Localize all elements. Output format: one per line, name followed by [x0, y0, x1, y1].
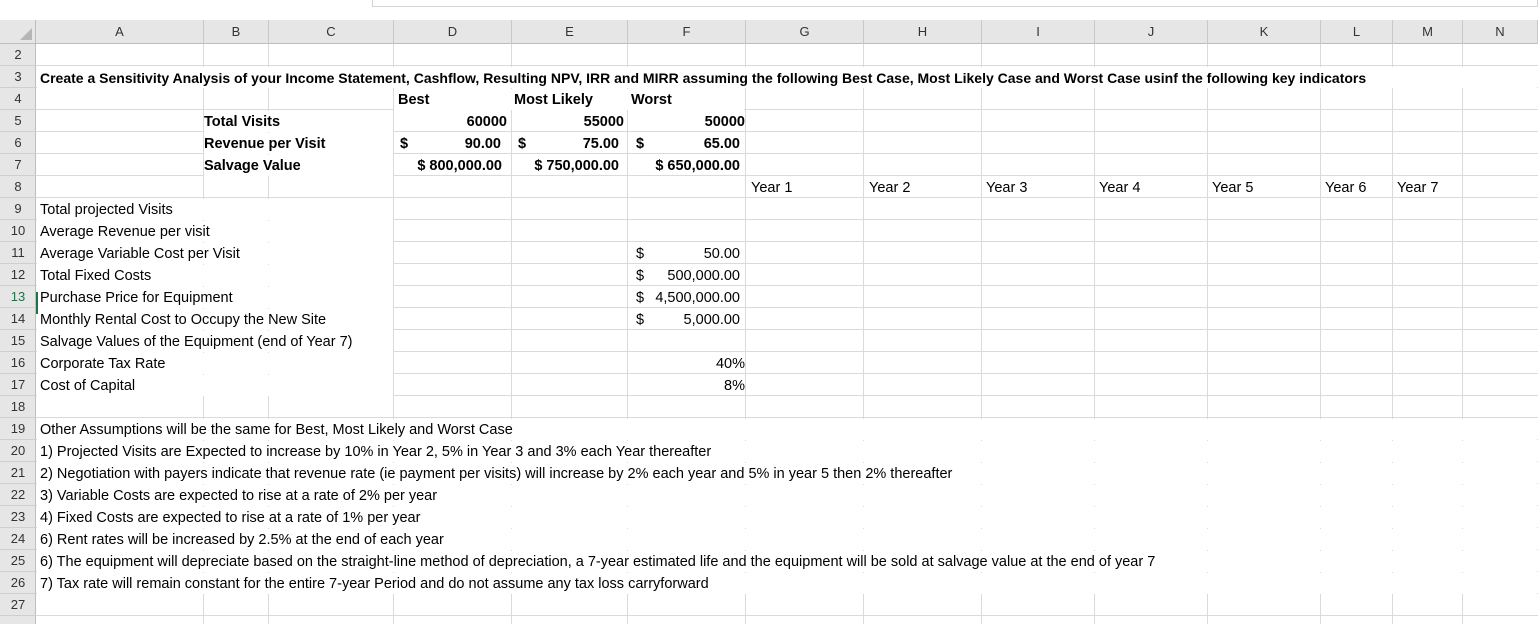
row-header[interactable]: 16 — [0, 352, 36, 374]
column-header-f[interactable]: F — [628, 20, 746, 44]
formula-bar[interactable] — [372, 0, 1538, 7]
year-header[interactable]: Year 6 — [1325, 180, 1367, 196]
revenue-most-likely-currency[interactable]: $ — [518, 136, 527, 152]
item-label[interactable]: Salvage Values of the Equipment (end of Year 7) — [40, 334, 353, 350]
item-currency: $ — [636, 312, 645, 328]
column-header-n[interactable]: N — [1463, 20, 1538, 44]
label-salvage-value[interactable]: Salvage Value — [204, 158, 301, 174]
item-currency: $ — [636, 246, 645, 262]
cost-of-capital-value[interactable]: 8% — [724, 378, 745, 394]
column-header-b[interactable]: B — [204, 20, 269, 44]
sheet-title[interactable]: Create a Sensitivity Analysis of your Income Statement, Cashflow, Resulting NPV, IRR and MIRR assuming the following Best Case, Most Likely Case and Worst Case usinf the following key indicators — [40, 70, 1367, 86]
row-header[interactable]: 6 — [0, 132, 36, 154]
column-header-a[interactable]: A — [36, 20, 204, 44]
item-label[interactable]: Monthly Rental Cost to Occupy the New Site — [40, 312, 327, 328]
row-header-bar — [0, 44, 36, 624]
row-header[interactable]: 8 — [0, 176, 36, 198]
item-value[interactable]: 4,500,000.00 — [655, 290, 740, 306]
column-header-m[interactable]: M — [1393, 20, 1463, 44]
salvage-most-likely[interactable]: $ 750,000.00 — [534, 158, 619, 174]
year-header[interactable]: Year 5 — [1212, 180, 1254, 196]
item-currency: $ — [636, 290, 645, 306]
visits-best[interactable]: 60000 — [466, 114, 507, 130]
column-header-i[interactable]: I — [982, 20, 1095, 44]
formula-bar-strip — [0, 0, 1538, 20]
row-header[interactable]: 2 — [0, 44, 36, 66]
row-header[interactable]: 26 — [0, 572, 36, 594]
column-header-c[interactable]: C — [269, 20, 394, 44]
row-header[interactable]: 20 — [0, 440, 36, 462]
active-cell-indicator — [36, 292, 38, 314]
column-header-g[interactable]: G — [746, 20, 864, 44]
row-header[interactable]: 25 — [0, 550, 36, 572]
row-header[interactable]: 23 — [0, 506, 36, 528]
label-total-visits[interactable]: Total Visits — [204, 114, 281, 130]
assumption-text[interactable]: 4) Fixed Costs are expected to rise at a rate of 1% per year — [40, 510, 421, 526]
header-most-likely[interactable]: Most Likely — [514, 92, 593, 108]
row-header[interactable]: 4 — [0, 88, 36, 110]
assumption-text[interactable]: 1) Projected Visits are Expected to increase by 10% in Year 2, 5% in Year 3 and 3% each Year thereafter — [40, 444, 712, 460]
item-value[interactable]: 5,000.00 — [683, 312, 740, 328]
header-worst[interactable]: Worst — [631, 92, 672, 108]
tax-rate-value[interactable]: 40% — [715, 356, 745, 372]
item-currency: $ — [636, 268, 645, 284]
item-label[interactable]: Total projected Visits — [40, 202, 173, 218]
row-header[interactable]: 22 — [0, 484, 36, 506]
year-header[interactable]: Year 7 — [1397, 180, 1439, 196]
row-header[interactable]: 5 — [0, 110, 36, 132]
revenue-best-currency[interactable]: $ — [400, 136, 409, 152]
row-header[interactable]: 15 — [0, 330, 36, 352]
row-header[interactable]: 14 — [0, 308, 36, 330]
label-revenue-per-visit[interactable]: Revenue per Visit — [204, 136, 326, 152]
row-header[interactable]: 11 — [0, 242, 36, 264]
row-header[interactable]: 12 — [0, 264, 36, 286]
salvage-worst[interactable]: $ 650,000.00 — [655, 158, 740, 174]
revenue-best[interactable]: 90.00 — [464, 136, 501, 152]
select-all-triangle-icon — [20, 28, 32, 40]
visits-most-likely[interactable]: 55000 — [583, 114, 624, 130]
item-value[interactable]: 50.00 — [703, 246, 740, 262]
select-all-corner[interactable] — [0, 20, 36, 44]
row-header[interactable]: 19 — [0, 418, 36, 440]
item-label[interactable]: Average Variable Cost per Visit — [40, 246, 240, 262]
column-header-e[interactable]: E — [512, 20, 628, 44]
item-label[interactable]: Total Fixed Costs — [40, 268, 152, 284]
row-header[interactable]: 3 — [0, 66, 36, 88]
assumption-text[interactable]: 6) Rent rates will be increased by 2.5% at the end of each year — [40, 532, 444, 548]
row-header[interactable]: 9 — [0, 198, 36, 220]
row-header[interactable]: 27 — [0, 594, 36, 616]
assumption-text[interactable]: 6) The equipment will depreciate based on the straight-line method of depreciation, a 7-year estimated life and the equipment will be sold at salvage value at the end of year 7 — [40, 554, 1156, 570]
column-header-l[interactable]: L — [1321, 20, 1393, 44]
revenue-worst[interactable]: 65.00 — [703, 136, 740, 152]
year-header[interactable]: Year 1 — [751, 180, 793, 196]
row-header[interactable]: 10 — [0, 220, 36, 242]
revenue-worst-currency[interactable]: $ — [636, 136, 645, 152]
item-label[interactable]: Average Revenue per visit — [40, 224, 210, 240]
visits-worst[interactable]: 50000 — [704, 114, 745, 130]
column-header-k[interactable]: K — [1208, 20, 1321, 44]
assumption-text[interactable]: 7) Tax rate will remain constant for the entire 7-year Period and do not assume any tax loss carryforward — [40, 576, 709, 592]
item-label-active-cell[interactable]: Purchase Price for Equipment — [40, 290, 233, 306]
column-header-j[interactable]: J — [1095, 20, 1208, 44]
assumption-text[interactable]: 2) Negotiation with payers indicate that revenue rate (ie payment per visits) will increase by 2% each year and 5% in year 5 then 2% thereafter — [40, 466, 953, 482]
year-header[interactable]: Year 4 — [1099, 180, 1141, 196]
header-best[interactable]: Best — [398, 92, 430, 108]
row-header-active[interactable]: 13 — [0, 286, 36, 308]
item-value[interactable]: 500,000.00 — [667, 268, 740, 284]
item-label[interactable]: Corporate Tax Rate — [40, 356, 166, 372]
salvage-best[interactable]: $ 800,000.00 — [417, 158, 502, 174]
revenue-most-likely[interactable]: 75.00 — [582, 136, 619, 152]
column-header-h[interactable]: H — [864, 20, 982, 44]
assumption-text[interactable]: Other Assumptions will be the same for Best, Most Likely and Worst Case — [40, 422, 513, 438]
cell-grid[interactable] — [36, 44, 1538, 624]
row-header[interactable]: 21 — [0, 462, 36, 484]
row-header[interactable]: 18 — [0, 396, 36, 418]
column-header-d[interactable]: D — [394, 20, 512, 44]
row-header[interactable]: 17 — [0, 374, 36, 396]
assumption-text[interactable]: 3) Variable Costs are expected to rise at a rate of 2% per year — [40, 488, 438, 504]
year-header[interactable]: Year 2 — [869, 180, 911, 196]
item-label[interactable]: Cost of Capital — [40, 378, 136, 394]
row-header[interactable]: 7 — [0, 154, 36, 176]
year-header[interactable]: Year 3 — [986, 180, 1028, 196]
row-header[interactable]: 24 — [0, 528, 36, 550]
